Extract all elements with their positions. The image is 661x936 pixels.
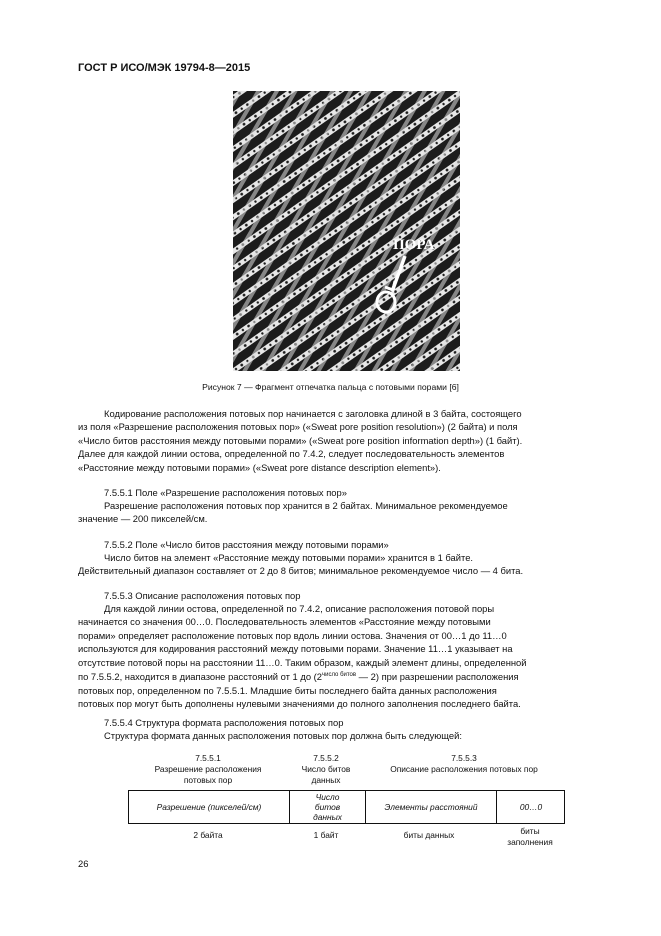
section-7-5-5-1-heading: 7.5.5.1 Поле «Разрешение расположения потовых пор» [104,487,347,498]
cell-text: данных [313,812,342,822]
col-label: Разрешение расположения [154,764,262,774]
text-line: используются для кодирования расстояний между потовыми порами. Значение 11…1 указывает на [78,643,513,655]
col-label: потовых пор [183,775,233,785]
pore-label: ПОРА [393,237,435,253]
text-fragment: — 2) при разрешении расположения [356,671,519,683]
size-resolution: 2 байта [193,830,223,840]
size-label: биты [520,826,540,836]
text-line: Разрешение расположения потовых пор хранится в 2 байтах. Минимальное рекомендуемое [104,500,508,511]
cell-resolution: Разрешение (пикселей/см) [156,802,262,812]
text-line: Число битов на элемент «Расстояние между потовыми порами» хранится в 1 байте. [104,552,474,563]
fingerprint-image [233,91,460,371]
col-label: Число битов [301,764,351,774]
size-bits: 1 байт [313,830,339,840]
intro-line: «Число битов расстояния между потовыми порами» («Sweat pore position information depth») (1 байт). [78,434,523,446]
intro-line: «Расстояние между потовыми порами» («Sweat pore distance description element»). [78,461,441,473]
size-elements: биты данных [403,830,455,840]
text-line: потовых пор, определенном по 7.5.5.1. Младшие биты последнего байта данных расположения [78,684,497,696]
text-line [78,669,614,684]
fingerprint-ridges [233,91,460,371]
size-label: заполнения [507,837,553,847]
section-ref: 7.5.5.2 [313,753,339,763]
intro-line: Кодирование расположения потовых пор начинается с заголовка длиной в 3 байта, состоящего [104,408,522,419]
text-fragment: по 7.5.5.2, находится в диапазоне расстояний от 1 до (2 [78,671,323,683]
col-bits-header [288,753,364,786]
section-ref: 7.5.5.3 [451,753,477,763]
text-line: значение — 200 пикселей/см. [78,513,208,525]
section-7-5-5-3-text [78,602,614,710]
text-line: порами» определяет расположение потовых пор вдоль линии остова. Значения от 00…1 до 11…0 [78,629,507,641]
col-description-header [364,753,564,775]
figure-caption: Рисунок 7 — Фрагмент отпечатка пальца с потовыми порами [6] [202,382,459,392]
size-padding [495,826,565,848]
cell-zeros: 00…0 [519,802,543,812]
section-7-5-5-2-text [78,551,614,578]
page-number: 26 [78,858,89,869]
superscript: число битов [322,672,357,679]
intro-line: Далее для каждой линии остова, определенной по 7.4.2, следует последовательность элементов [78,448,505,460]
cell-bits [290,791,365,823]
cell-text: битов [314,802,341,812]
intro-paragraph [78,407,614,474]
text-line: потовых пор могут быть дополнены нулевыми значениями до полного заполнения последнего байта. [78,697,521,709]
format-structure-table [128,790,565,824]
section-7-5-5-4-text: Структура формата данных расположения потовых пор должна быть следующей: [104,730,462,741]
text-line: отсутствие потовой поры на расстоянии 11…0. Таким образом, каждый элемент длины, определенной [78,656,527,668]
section-ref: 7.5.5.1 [195,753,221,763]
section-7-5-5-4-heading: 7.5.5.4 Структура формата расположения потовых пор [104,717,344,728]
document-header: ГОСТ Р ИСО/МЭК 19794-8—2015 [78,62,251,74]
text-line: начинается со значения 00…0. Последовательность элементов «Расстояние между потовыми [78,616,491,628]
section-7-5-5-2-heading: 7.5.5.2 Поле «Число битов расстояния между потовыми порами» [104,539,389,550]
section-7-5-5-3-heading: 7.5.5.3 Описание расположения потовых пор [104,590,301,601]
text-line: Для каждой линии остова, определенной по 7.4.2, описание расположения потовой поры [104,603,495,614]
col-resolution-header [128,753,288,786]
col-label: Описание расположения потовых пор [390,764,538,774]
col-label: данных [311,775,341,785]
section-7-5-5-1-text [78,499,614,526]
cell-text: Число [315,792,340,802]
cell-elements: Элементы расстояний [384,802,478,812]
text-line: Действительный диапазон составляет от 2 до 8 битов; минимальное рекомендуемое число — 4 бита. [78,565,524,577]
intro-line: из поля «Разрешение расположения потовых пор» («Sweat pore position resolution») (2 байта) и поля [78,421,518,433]
